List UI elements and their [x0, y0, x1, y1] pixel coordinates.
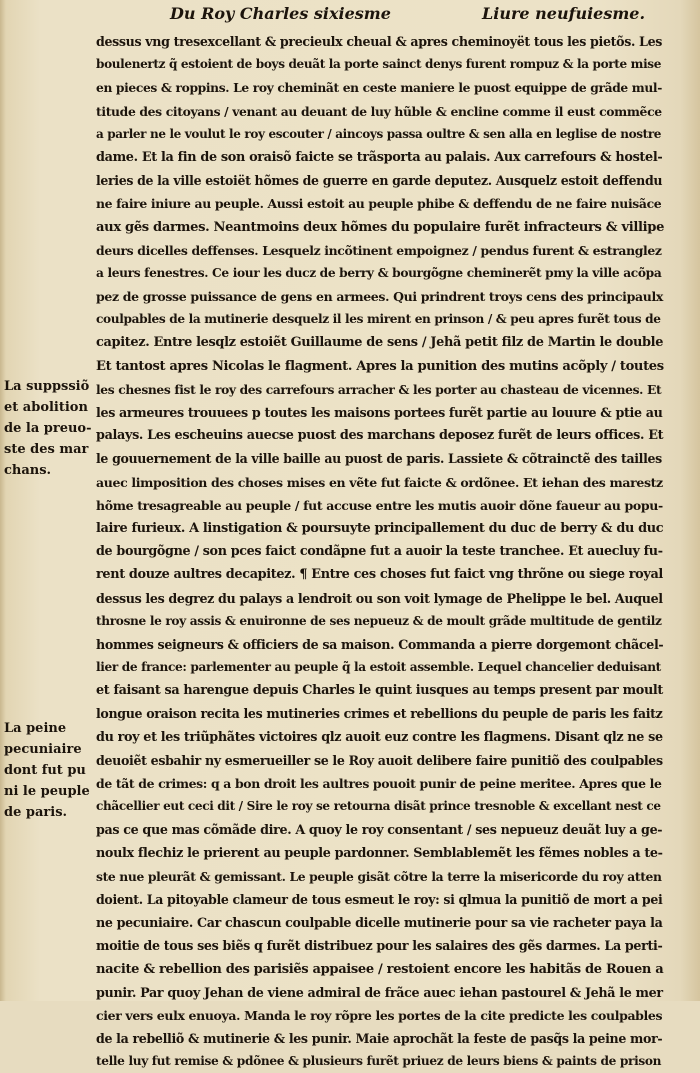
- text-line: moitie de tous ses biẽs q furẽt distribuez pour les salaires des gẽs darmes. La perti-: [96, 938, 663, 954]
- text-line: deurs dicelles deffenses. Lesquelz incõtinent empoignez / pendus furent & estranglez: [96, 242, 662, 258]
- text-line: dessus vng tresexcellant & precieulx cheual & apres cheminoyët tous les pietõs. Les: [96, 34, 663, 49]
- text-line: hõme tresagreable au peuple / fut accuse entre les mutis auoir dõne faueur au popu-: [96, 497, 663, 513]
- running-head-right: Liure neufuiesme.: [482, 4, 646, 23]
- margin-note-line: dont fut pu: [4, 763, 86, 778]
- text-line: auec limposition des choses mises en vẽte fut faicte & ordõnee. Et iehan des marestz: [96, 474, 663, 490]
- margin-note-suppression: [4, 376, 94, 481]
- text-line: ne pecuniaire. Car chascun coulpable dicelle mutinerie pour sa vie racheter paya la: [96, 915, 663, 931]
- text-line: leries de la ville estoiët hõmes de guerre en garde deputez. Ausquelz estoit deffendu: [96, 173, 663, 189]
- text-line: rent douze aultres decapitez. ¶ Entre ces choses fut faict vng thrõne ou siege royal: [96, 567, 663, 583]
- margin-note-line: La peine: [4, 721, 67, 736]
- text-line: en pieces & roppins. Le roy cheminãt en ceste maniere le puost equippe de grãde mul-: [96, 80, 662, 96]
- margin-note-line: de la preuo-: [4, 421, 92, 436]
- text-line: de bourgõgne / son pces faict condãpne fut a auoir la teste tranchee. Et auecluy fu-: [96, 544, 663, 560]
- text-line: laire furieux. A linstigation & poursuyte principallement du duc de berry & du duc: [96, 520, 664, 536]
- text-line: coulpables de la mutinerie desquelz il les mirent en prinson / & peu apres furẽt tous de: [96, 312, 661, 327]
- text-line: de tãt de crimes: q a bon droit les aultres pouoit punir de peine meritee. Apres que le: [96, 776, 662, 791]
- text-line: Et tantost apres Nicolas le flagment. Apres la punition des mutins acõply / toutes: [96, 358, 664, 374]
- text-line: deuoiẽt esbahir ny esmerueiller se le Roy auoit delibere faire punitiõ des coulpables: [96, 752, 663, 768]
- text-line: le gouuernement de la ville baille au puost de paris. Lassiete & cõtrainctẽ des tailles: [96, 451, 662, 467]
- margin-note-line: ste des mar: [4, 442, 89, 457]
- text-line: et faisant sa harengue depuis Charles le quint iusques au temps present par moult: [96, 683, 663, 699]
- text-line: longue oraison recita les mutineries crimes et rebellions du peuple de paris les faitz: [96, 706, 663, 722]
- text-line: a parler ne le voulut le roy escouter / aincoys passa oultre & sen alla en leglise de nostre: [96, 126, 662, 141]
- text-line: telle luy fut remise & pdõnee & plusieurs furẽt priuez de leurs biens & paints de prison: [96, 1054, 662, 1069]
- margin-note-line: ni le peuple: [4, 784, 90, 799]
- text-line: pez de grosse puissance de gens en armees. Qui prindrent troys cens des principaulx: [96, 289, 663, 305]
- running-head-left: Du Roy Charles sixiesme: [170, 4, 391, 23]
- text-line: aux gẽs darmes. Neantmoins deux hõmes du populaire furẽt infracteurs & villipe: [96, 219, 665, 235]
- text-line: titude des citoyans / venant au deuant de luy hũble & encline comme il eust commẽce: [96, 103, 662, 119]
- running-head: [0, 4, 700, 26]
- text-line: nacite & rebellion des parisiẽs appaisee / restoient encore les habitãs de Rouen a: [96, 961, 664, 977]
- text-line: lier de france: parlementer au peuple q̃ la estoit assemble. Lequel chancelier deduisant: [96, 660, 661, 675]
- text-line: les chesnes fist le roy des carrefours arracher & les porter au chasteau de vicennes. Et: [96, 381, 662, 397]
- text-line: punir. Par quoy Jehan de viene admiral de frãce auec iehan pastourel & Jehã le mer: [96, 984, 663, 1000]
- margin-note-line: chans.: [4, 463, 52, 478]
- text-line: noulx flechiz le prierent au peuple pardonner. Semblablemẽt les fẽmes nobles a te-: [96, 845, 663, 861]
- text-line: ne faire iniure au peuple. Aussi estoit au peuple phibe & deffendu de ne faire nuisãce: [96, 196, 662, 212]
- text-line: capitez. Entre lesqlz estoiẽt Guillaume de sens / Jehã petit filz de Martin le double: [96, 335, 664, 351]
- text-line: les armeures trouuees p toutes les maisons portees furẽt partie au louure & ptie au: [96, 405, 663, 420]
- text-line: chãcellier eut ceci dit / Sire le roy se retourna disãt prince tresnoble & excellant nest ce: [96, 799, 661, 814]
- margin-note-line: La suppssiõ: [4, 379, 90, 394]
- text-line: boulenertz q̃ estoient de boys deuãt la porte sainct denys furent rompuz & la porte mise: [96, 57, 662, 72]
- text-line: cier vers eulx enuoya. Manda le roy rõpre les portes de la cite predicte les coulpables: [96, 1007, 663, 1023]
- margin-note-line: de paris.: [4, 805, 68, 820]
- margin-note-line: et abolition: [4, 400, 88, 415]
- body-text: [96, 30, 668, 1073]
- text-line: du roy et les triũphãtes victoires qlz auoit euz contre les flagmens. Disant qlz ne se: [96, 729, 663, 745]
- text-line: ste nue pleurãt & gemissant. Le peuple gisãt cõtre la terre la misericorde du roy atten: [96, 868, 662, 884]
- margin-note-peine: [4, 718, 94, 823]
- text-line: dame. Et la fin de son oraisõ faicte se trãsporta au palais. Aux carrefours & hostel-: [96, 149, 663, 165]
- text-line: de la rebelliõ & mutinerie & les punir. Maie aprochãt la feste de pasq̃s la peine mor-: [96, 1031, 663, 1047]
- text-line: hommes seigneurs & officiers de sa maison. Commanda a pierre dorgemont chãcel-: [96, 636, 664, 652]
- margin-note-line: pecuniaire: [4, 742, 82, 757]
- text-line: throsne le roy assis & enuironne de ses nepueuz & de moult grãde multitude de gentilz: [96, 613, 662, 628]
- text-line: a leurs fenestres. Ce iour les ducz de berry & bourgõgne cheminerẽt pmy la ville acõpa: [96, 265, 662, 280]
- text-line: palays. Les escheuins auecse puost des marchans deposez furẽt de leurs offices. Et: [96, 428, 664, 444]
- text-line: pas ce que mas cõmãde dire. A quoy le roy consentant / ses nepueuz deuãt luy a ge-: [96, 822, 663, 838]
- text-line: doient. La pitoyable clameur de tous esmeut le roy: si qlmua la punitiõ de mort a pei: [96, 891, 663, 907]
- text-line: dessus les degrez du palays a lendroit ou son voit lymage de Phelippe le bel. Auquel: [96, 590, 663, 606]
